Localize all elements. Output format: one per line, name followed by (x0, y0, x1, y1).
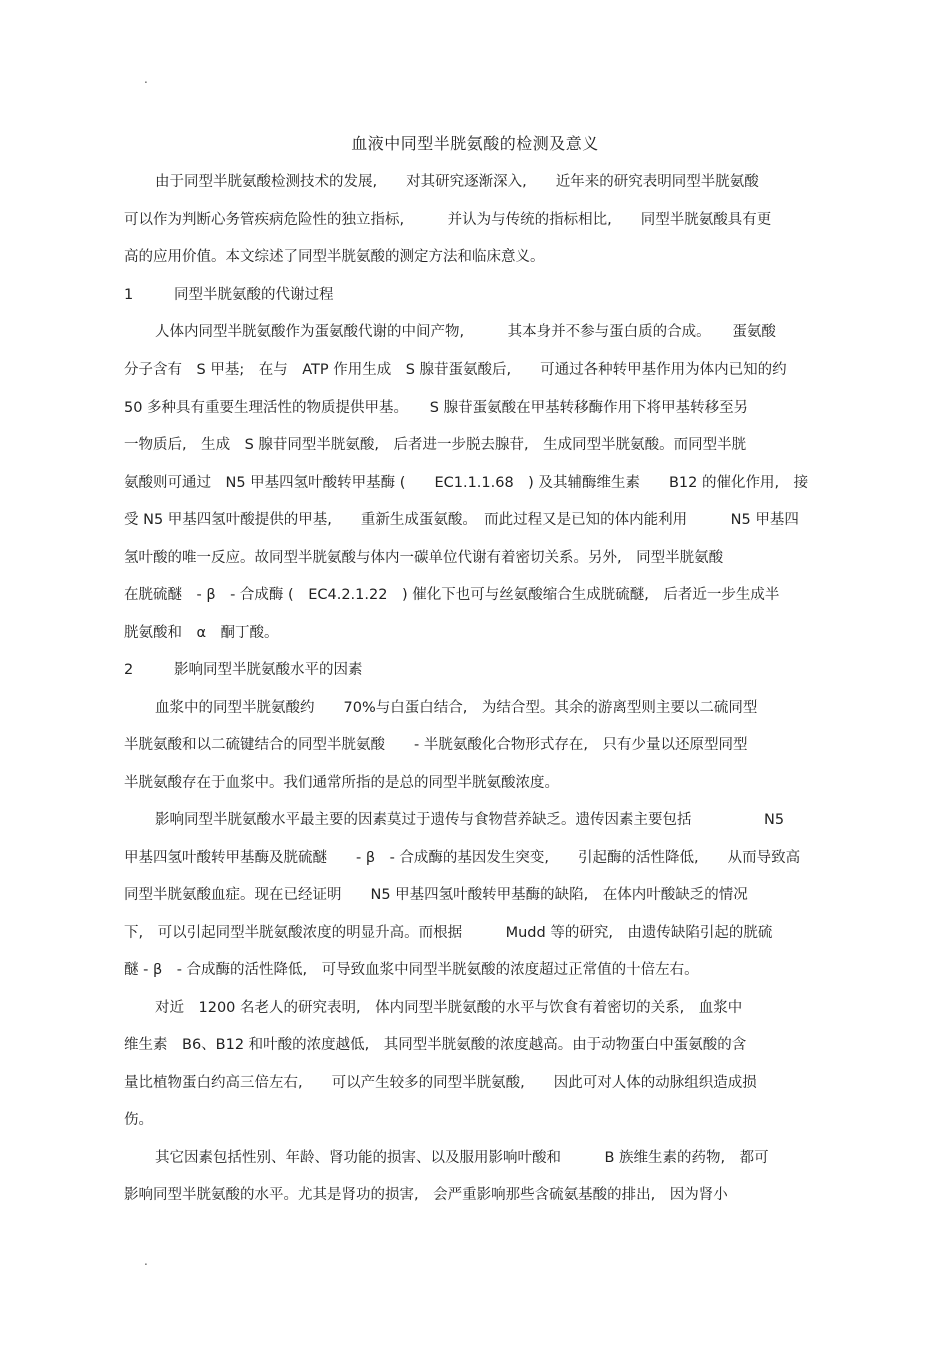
section-2-line: 维生素 B6、B12 和叶酸的浓度越低, 其同型半胱氨酸的浓度越高。由于动物蛋白中蛋氨酸的含 (124, 1037, 747, 1053)
section-2-line: 半胱氨酸存在于血浆中。我们通常所指的是总的同型半胱氨酸浓度。 (124, 775, 559, 791)
section-2-line: 其它因素包括性别、年龄、肾功能的损害、以及服用影响叶酸和 B 族维生素的药物, 都可 (155, 1150, 769, 1166)
section-2-line: 对近 1200 名老人的研究表明, 体内同型半胱氨酸的水平与饮食有着密切的关系, 血浆中 (155, 1000, 743, 1016)
section-1-number: 1 (124, 287, 134, 303)
section-2-line: 下, 可以引起同型半胱氨酸浓度的明显升高。而根据 Mudd 等的研究, 由遗传缺陷引起的胱硫 (124, 925, 773, 941)
page-bottom-mark: . (144, 1254, 148, 1268)
section-1-line: 氨酸则可通过 N5 甲基四氢叶酸转甲基酶 ( EC1.1.1.68 ) 及其辅酶维生素 B12 的催化作用, 接 (124, 475, 809, 491)
section-1-line: 50 多种具有重要生理活性的物质提供甲基。 S 腺苷蛋氨酸在甲基转移酶作用下将甲基转移至另 (124, 400, 749, 416)
section-1-line: 人体内同型半胱氨酸作为蛋氨酸代谢的中间产物, 其本身并不参与蛋白质的合成。 蛋氨酸 (155, 324, 776, 340)
document-title: 血液中同型半胱氨酸的检测及意义 (351, 134, 599, 153)
section-1-line: 受 N5 甲基四氢叶酸提供的甲基, 重新生成蛋氨酸。 而此过程又是已知的体内能利用 N5 甲基四 (124, 512, 799, 528)
section-2-line: 甲基四氢叶酸转甲基酶及胱硫醚 - β - 合成酶的基因发生突变, 引起酶的活性降低, 从而导致高 (124, 850, 801, 866)
page-top-mark: . (144, 72, 148, 86)
section-2-line: 半胱氨酸和以二硫键结合的同型半胱氨酸 - 半胱氨酸化合物形式存在, 只有少量以还原型同型 (124, 737, 748, 753)
intro-line: 由于同型半胱氨酸检测技术的发展, 对其研究逐渐深入, 近年来的研究表明同型半胱氨酸 (155, 174, 759, 190)
section-1-line: 胱氨酸和 α 酮丁酸。 (124, 625, 279, 641)
section-2-line: 量比植物蛋白约高三倍左右, 可以产生较多的同型半胱氨酸, 因此可对人体的动脉组织造成损 (124, 1075, 757, 1091)
section-2-heading: 影响同型半胱氨酸水平的因素 (174, 662, 363, 678)
section-2-line: 影响同型半胱氨酸的水平。尤其是肾功的损害, 会严重影响那些含硫氨基酸的排出, 因为肾小 (124, 1187, 728, 1203)
section-2-line: 影响同型半胱氨酸水平最主要的因素莫过于遗传与食物营养缺乏。遗传因素主要包括 N5 (155, 812, 785, 828)
section-2-line: 同型半胱氨酸血症。现在已经证明 N5 甲基四氢叶酸转甲基酶的缺陷, 在体内叶酸缺乏的情况 (124, 887, 748, 903)
intro-line: 可以作为判断心务管疾病危险性的独立指标, 并认为与传统的指标相比, 同型半胱氨酸具有更 (124, 212, 772, 228)
section-1-line: 一物质后, 生成 S 腺苷同型半胱氨酸, 后者进一步脱去腺苷, 生成同型半胱氨酸。而同型半胱 (124, 437, 747, 453)
section-1-line: 分子含有 S 甲基; 在与 ATP 作用生成 S 腺苷蛋氨酸后, 可通过各种转甲基作用为体内已知的约 (124, 362, 787, 378)
section-2-line: 血浆中的同型半胱氨酸约 70%与白蛋白结合, 为结合型。其余的游离型则主要以二硫同型 (155, 700, 758, 716)
section-1-heading: 同型半胱氨酸的代谢过程 (174, 287, 334, 303)
section-1-line: 在胱硫醚 - β - 合成酶 ( EC4.2.1.22 ) 催化下也可与丝氨酸缩合生成胱硫醚, 后者近一步生成半 (124, 587, 780, 603)
section-2-line: 伤。 (124, 1112, 153, 1128)
section-2-number: 2 (124, 662, 134, 678)
section-2-line: 醚 - β - 合成酶的活性降低, 可导致血浆中同型半胱氨酸的浓度超过正常值的十倍左右。 (124, 962, 699, 978)
section-1-line: 氢叶酸的唯一反应。故同型半胱氨酸与体内一碳单位代谢有着密切关系。另外, 同型半胱氨酸 (124, 550, 724, 566)
intro-line: 高的应用价值。本文综述了同型半胱氨酸的测定方法和临床意义。 (124, 249, 545, 265)
